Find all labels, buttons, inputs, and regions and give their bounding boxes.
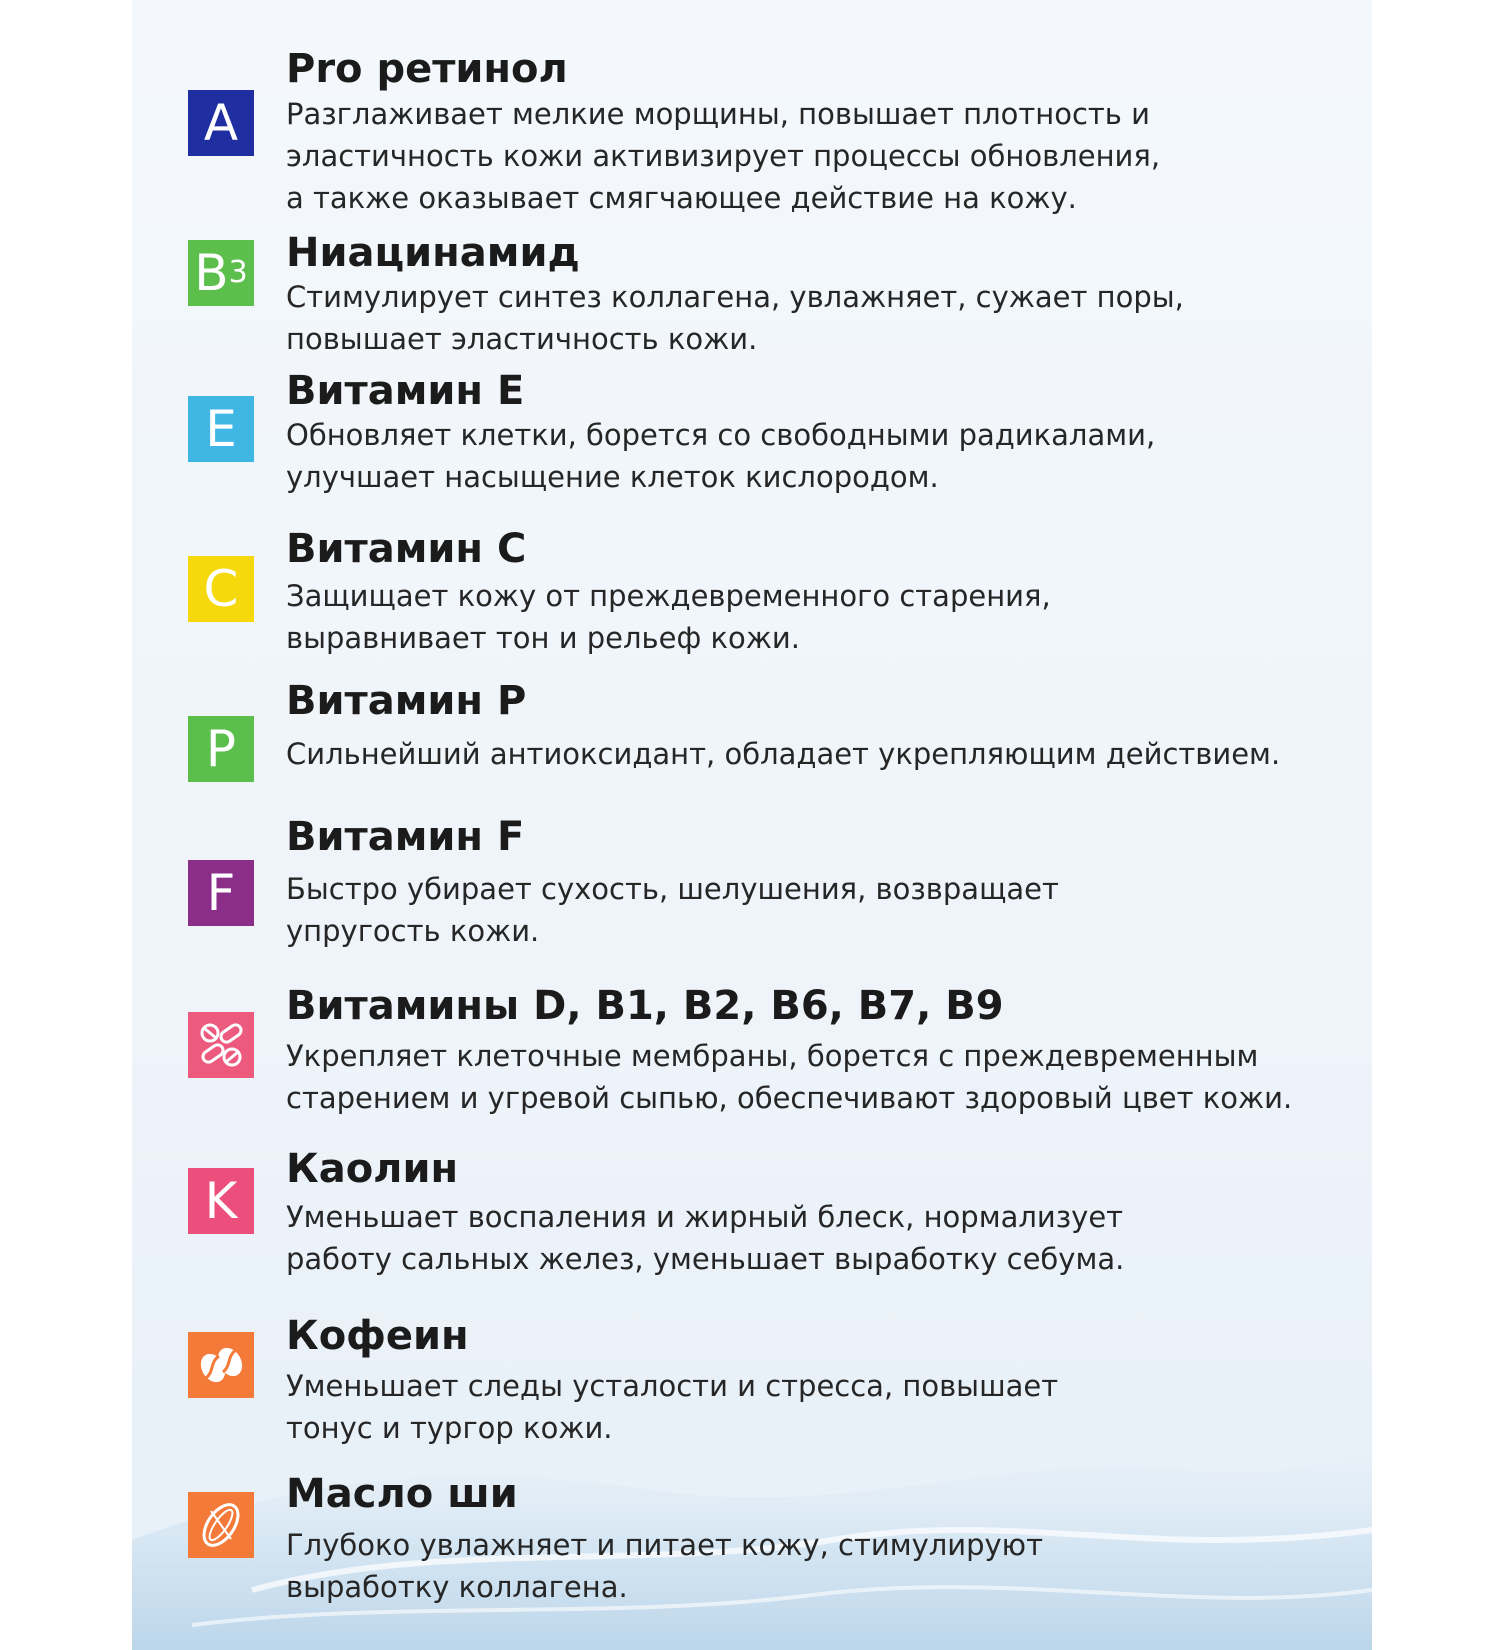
coffee-beans-icon: [194, 1338, 248, 1392]
ingredient-description: Быстро убирает сухость, шелушения, возвращает упругость кожи.: [286, 872, 1059, 948]
ingredient-description: Защищает кожу от преждевременного старения, выравнивает тон и рельеф кожи.: [286, 579, 1051, 655]
badge-letter: B: [194, 244, 229, 302]
badge-letter: E: [205, 400, 237, 458]
vitamin-c-badge: [188, 556, 254, 622]
ingredient-description: Стимулирует синтез коллагена, увлажняет, сужает поры, повышает эластичность кожи.: [286, 280, 1184, 356]
ingredient-description: Уменьшает воспаления и жирный блеск, нормализует работу сальных желез, уменьшает выработку себума.: [286, 1200, 1125, 1276]
ingredient-title: Витамин P: [286, 678, 527, 724]
ingredient-description: Укрепляет клеточные мембраны, борется с преждевременным старением и угревой сыпью, обеспечивают здоровый цвет кожи.: [286, 1039, 1293, 1115]
caffeine-badge: [188, 1332, 254, 1398]
ingredient-title: Pro ретинол: [286, 46, 568, 92]
shea-badge: [188, 1492, 254, 1558]
vitamin-a-badge: [188, 90, 254, 156]
ingredients-panel: [132, 0, 1372, 1650]
badge-letter: F: [206, 864, 236, 922]
ingredient-description: Обновляет клетки, борется со свободными радикалами, улучшает насыщение клеток кислородом.: [286, 418, 1156, 494]
badge-letter: K: [204, 1172, 238, 1230]
badge-subscript: 3: [228, 255, 248, 290]
ingredient-title: Кофеин: [286, 1313, 469, 1359]
ingredient-title: Ниацинамид: [286, 230, 580, 276]
ingredient-description: Сильнейший антиоксидант, обладает укрепляющим действием.: [286, 737, 1281, 771]
vitamin-p-badge: [188, 716, 254, 782]
ingredient-title: Витамин С: [286, 526, 527, 572]
ingredient-title: Витамин Е: [286, 368, 525, 414]
vitamin-e-badge: [188, 396, 254, 462]
badge-letter: A: [203, 94, 239, 152]
shea-nut-icon: [193, 1497, 249, 1553]
ingredient-title: Масло ши: [286, 1471, 518, 1517]
badge-letter: P: [205, 720, 237, 778]
ingredient-description: Уменьшает следы усталости и стресса, повышает тонус и тургор кожи.: [286, 1369, 1059, 1445]
ingredient-title: Каолин: [286, 1146, 459, 1192]
badge-letter: C: [203, 560, 239, 618]
vitamin-b3-badge: [188, 240, 254, 306]
ingredient-description: Разглаживает мелкие морщины, повышает плотность и эластичность кожи активизирует процессы обновления, а также оказывает смягчающее действие на кожу.: [286, 97, 1161, 215]
vitamin-f-badge: [188, 860, 254, 926]
ingredient-description: Глубоко увлажняет и питает кожу, стимулируют выработку коллагена.: [286, 1528, 1043, 1604]
vitamins-badge: [188, 1012, 254, 1078]
ingredient-title: Витамины D, B1, B2, B6, B7, B9: [286, 983, 1004, 1029]
kaolin-badge: [188, 1168, 254, 1234]
pills-icon: [194, 1018, 248, 1072]
ingredient-title: Витамин F: [286, 814, 525, 860]
